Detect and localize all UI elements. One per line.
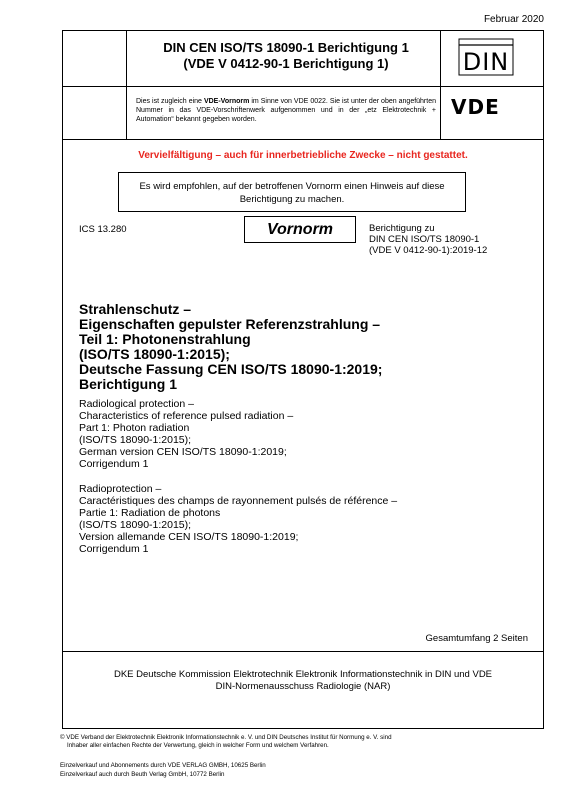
copyright-notice <box>60 734 392 750</box>
title-french <box>79 483 397 555</box>
title-line: (ISO/TS 18090-1:2015); <box>79 434 192 446</box>
committee-line: DKE Deutsche Kommission Elektrotechnik Elektronik Informationstechnik in DIN und VDE <box>113 669 493 680</box>
document-number: DIN CEN ISO/TS 18090-1 Berichtigung 1 <box>163 40 409 55</box>
committee-line: DIN-Normenausschuss Radiologie (NAR) <box>215 681 391 692</box>
recommendation-box <box>118 172 466 212</box>
title-line: Deutsche Fassung CEN ISO/TS 18090-1:2019; <box>79 361 383 377</box>
title-line: Berichtigung 1 <box>79 376 178 392</box>
title-line: Eigenschaften gepulster Referenzstrahlung – <box>79 316 381 332</box>
document-title <box>131 40 441 72</box>
title-line: German version CEN ISO/TS 18090-1:2019; <box>79 446 287 458</box>
corrigendum-reference <box>369 223 487 256</box>
corrigendum-reference-line: Berichtigung zu <box>369 223 435 234</box>
vde-note-suffix: im Sinne von VDE 0022. Sie ist unter der oben angeführten Nummer in das VDE-Vorschriftenwerk aufgenommen und in der „etz Elektrotechnik + Automation“ bekannt gegeben worden. <box>136 98 436 123</box>
title-line: Part 1: Photon radiation <box>79 422 190 434</box>
title-line: Version allemande CEN ISO/TS 18090-1:2019; <box>79 531 299 543</box>
divider <box>62 86 544 87</box>
vde-logo: VDE <box>451 95 500 119</box>
title-line: (ISO/TS 18090-1:2015); <box>79 346 230 362</box>
corrigendum-reference-line: DIN CEN ISO/TS 18090-1 <box>369 234 480 245</box>
vde-note <box>136 97 436 124</box>
vde-note-prefix: Dies ist zugleich eine <box>136 98 204 105</box>
title-line: Radiological protection – <box>79 398 194 410</box>
title-german <box>79 302 382 392</box>
title-line: Radioprotection – <box>79 483 162 495</box>
vde-number: (VDE V 0412-90-1 Berichtigung 1) <box>183 56 389 71</box>
vde-note-bold: VDE-Vornorm <box>203 98 250 105</box>
publication-date: Februar 2020 <box>483 14 544 25</box>
copyright-line: © VDE Verband der Elektrotechnik Elektronik Informationstechnik e. V. und DIN Deutsches Institut für Normung e. V. sind <box>60 734 392 741</box>
title-line: (ISO/TS 18090-1:2015); <box>79 519 192 531</box>
title-line: Strahlenschutz – <box>79 301 192 317</box>
title-line: Teil 1: Photonenstrahlung <box>79 331 251 347</box>
committee-info <box>62 669 544 693</box>
title-line: Corrigendum 1 <box>79 543 149 555</box>
din-logo-text: DIN <box>462 48 510 76</box>
divider <box>62 651 544 652</box>
sales-line: Einzelverkauf und Abonnements durch VDE VERLAG GMBH, 10625 Berlin <box>60 762 266 769</box>
recommendation-line: Berichtigung zu machen. <box>239 194 345 205</box>
sales-line: Einzelverkauf auch durch Beuth Verlag GmbH, 10772 Berlin <box>60 771 225 778</box>
ics-code: ICS 13.280 <box>79 224 127 235</box>
corrigendum-reference-line: (VDE V 0412-90-1):2019-12 <box>369 245 488 256</box>
divider <box>126 30 127 139</box>
title-line: Caractéristiques des champs de rayonnement pulsés de référence – <box>79 495 398 507</box>
title-english <box>79 398 293 470</box>
reproduction-warning: Vervielfältigung – auch für innerbetriebliche Zwecke – nicht gestattet. <box>138 150 468 161</box>
copyright-line: Inhaber aller einfachen Rechte der Verwertung, gleich in welcher Form und welchem Verfahren. <box>67 742 329 749</box>
document-type-badge: Vornorm <box>244 216 356 243</box>
title-line: Partie 1: Radiation de photons <box>79 507 221 519</box>
recommendation-line: Es wird empfohlen, auf der betroffenen Vornorm einen Hinweis auf diese <box>139 181 445 192</box>
total-pages: Gesamtumfang 2 Seiten <box>425 633 528 644</box>
sales-info <box>60 761 266 779</box>
divider <box>62 139 544 140</box>
din-logo <box>458 38 514 76</box>
title-line: Corrigendum 1 <box>79 458 149 470</box>
title-line: Characteristics of reference pulsed radiation – <box>79 410 294 422</box>
